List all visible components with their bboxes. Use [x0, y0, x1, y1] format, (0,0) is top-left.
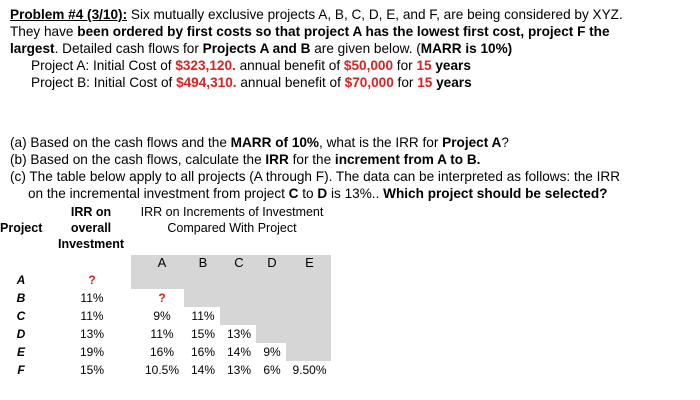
- shade-row-band: [131, 271, 331, 289]
- overall-irr-d: 13%: [79, 327, 105, 341]
- inc-irr-c-vs-a: 9%: [153, 309, 171, 323]
- question-c-line-2: on the incremental investment from project C to D is 13%.. Which project should be selected?: [28, 186, 608, 201]
- problem-line-3: largest. Detailed cash flows for Projects A and B are given below. (MARR is 10%): [10, 41, 513, 56]
- row-label-a: A: [16, 273, 26, 287]
- inc-col-header-a: A: [157, 255, 167, 270]
- row-label-b: B: [16, 291, 26, 305]
- inc-irr-e-vs-c: 14%: [226, 345, 252, 359]
- row-label-e: E: [16, 345, 25, 359]
- shade-row-band: [184, 289, 331, 307]
- header-project: Project: [0, 221, 43, 235]
- shade-row-band: [220, 307, 331, 325]
- shade-row-band: [286, 343, 331, 361]
- question-a: (a) Based on the cash flows and the MARR of 10%, what is the IRR for Project A?: [10, 135, 509, 150]
- problem-heading: Problem #4 (3/10):: [10, 7, 128, 22]
- inc-irr-d-vs-c: 13%: [226, 327, 252, 341]
- inc-col-header-d: D: [267, 255, 277, 270]
- inc-col-header-e: E: [305, 255, 314, 270]
- row-label-c: C: [16, 309, 26, 323]
- inc-irr-f-vs-e: 9.50%: [292, 363, 327, 377]
- header-irr-line-2: overall: [70, 221, 112, 235]
- problem-line-2: They have been ordered by first costs so that project A has the lowest first cost, project F the: [10, 24, 610, 39]
- inc-irr-f-vs-d: 6%: [263, 363, 281, 377]
- inc-irr-b-vs-a: ?: [158, 291, 166, 305]
- inc-col-header-b: B: [198, 255, 208, 270]
- question-c-line-1: (c) The table below apply to all projects (A through F). The data can be interpreted as follows: the IRR: [10, 169, 621, 184]
- overall-irr-c: 11%: [80, 309, 104, 323]
- inc-irr-f-vs-c: 13%: [226, 363, 252, 377]
- inc-irr-e-vs-d: 9%: [263, 345, 281, 359]
- problem-line-1: Problem #4 (3/10): Six mutually exclusive projects A, B, C, D, E, and F, are being considered by XYZ.: [10, 7, 623, 22]
- row-label-d: D: [16, 327, 26, 341]
- overall-irr-e: 19%: [79, 345, 105, 359]
- inc-irr-f-vs-b: 14%: [190, 363, 216, 377]
- inc-irr-e-vs-b: 16%: [190, 345, 216, 359]
- project-a-line: Project A: Initial Cost of $323,120. annual benefit of $50,000 for 15 years: [31, 58, 471, 73]
- question-b: (b) Based on the cash flows, calculate the IRR for the increment from A to B.: [10, 152, 481, 167]
- inc-irr-d-vs-a: 11%: [150, 327, 174, 341]
- shade-row-band: [256, 325, 331, 343]
- inc-irr-f-vs-a: 10.5%: [144, 363, 180, 377]
- overall-irr-b: 11%: [80, 291, 104, 305]
- inc-irr-e-vs-a: 16%: [149, 345, 175, 359]
- overall-irr-a: ?: [88, 273, 96, 287]
- header-increments-line-2: Compared With Project: [167, 221, 297, 235]
- header-irr-line-1: IRR on: [70, 205, 112, 219]
- inc-col-header-c: C: [234, 255, 244, 270]
- inc-irr-c-vs-b: 11%: [191, 309, 215, 323]
- overall-irr-f: 15%: [79, 363, 105, 377]
- header-irr-line-3: Investment: [58, 237, 124, 251]
- inc-irr-d-vs-b: 15%: [190, 327, 216, 341]
- header-increments-line-1: IRR on Increments of Investment: [140, 205, 324, 219]
- project-b-line: Project B: Initial Cost of $494,310. annual benefit of $70,000 for 15 years: [31, 75, 472, 90]
- row-label-f: F: [17, 363, 25, 377]
